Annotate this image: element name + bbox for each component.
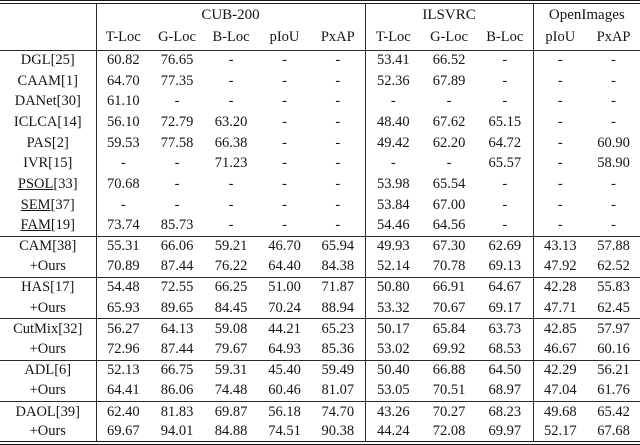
method-cell [0,153,96,174]
table-row [0,257,640,278]
method-name: +Ours [29,423,66,440]
method-cell [0,112,96,133]
value-cell: - [311,215,365,236]
value-cell: - [390,93,396,110]
method-name: PAS [26,134,52,151]
value-cell: 64.70 [106,72,140,89]
method-citation: [39] [55,403,80,420]
value-cell: - [282,72,287,89]
value-cell: - [311,50,365,71]
method-cell [0,50,96,71]
value-cell: - [282,155,287,172]
value-cell: 52.36 [376,72,410,89]
metric-header: pIoU [258,26,311,50]
value-cell: 55.31 [106,238,140,255]
value-cell: 76.65 [160,52,194,69]
method-citation: [37] [50,196,75,213]
method-name: HAS [21,279,51,296]
value-cell: 65.84 [432,320,466,337]
value-cell: 53.41 [376,52,410,69]
value-cell: 66.91 [432,279,466,296]
method-column-header-blank [0,26,96,50]
method-name: ADL [24,362,55,379]
metric-header: G-Loc [150,26,204,50]
value-cell: - [120,196,126,213]
value-cell: - [282,175,287,192]
value-cell: 77.58 [160,134,194,151]
value-cell: 64.56 [421,215,477,236]
dataset-group-row [0,2,640,26]
value-cell: 86.06 [150,381,204,402]
method-cell [0,133,96,154]
method-cell [0,236,96,257]
value-cell: 65.93 [96,298,150,319]
value-cell: 56.21 [597,362,630,379]
value-cell: 53.32 [365,298,421,319]
metric-header: T-Loc [96,26,150,50]
method-cell [0,195,96,216]
value-cell: - [228,196,234,213]
value-cell: 87.44 [150,257,204,278]
value-cell: 74.51 [268,423,301,440]
value-cell: 69.87 [214,403,248,420]
value-cell: - [557,175,563,192]
value-cell: 70.78 [421,257,477,278]
value-cell: 62.20 [432,134,466,151]
metric-header: G-Loc [421,26,477,50]
value-cell: 45.40 [268,362,301,379]
value-cell: - [557,52,563,69]
value-cell: - [611,93,616,110]
value-cell: 65.57 [477,153,533,174]
value-cell: 85.36 [311,339,365,360]
value-cell: 67.89 [432,72,466,89]
value-cell: - [311,153,365,174]
value-cell: 65.42 [597,403,630,420]
value-cell: 59.49 [311,360,365,381]
value-cell: 64.40 [258,257,311,278]
metric-header: pIoU [533,26,587,50]
method-cell [0,298,96,319]
value-cell: - [477,195,533,216]
metric-header: PxAP [311,26,365,50]
dataset-group-header: ILSVRC [365,2,533,26]
method-column-header-blank [0,2,96,26]
method-cell [0,215,96,236]
value-cell: - [611,113,616,130]
method-citation: [17] [50,279,75,296]
value-cell: - [477,91,533,112]
value-cell: 44.24 [376,423,410,440]
value-cell: 47.92 [533,257,587,278]
method-cell [0,257,96,278]
value-cell: 68.23 [477,401,533,422]
value-cell: 61.76 [587,381,640,402]
value-cell: 62.45 [587,298,640,319]
value-cell: - [557,196,563,213]
value-cell: 60.90 [597,134,630,151]
value-cell: - [258,215,311,236]
value-cell: 52.14 [365,257,421,278]
value-cell: - [533,215,587,236]
value-cell: 64.41 [96,381,150,402]
method-name: CutMix [13,320,59,337]
metric-header: T-Loc [365,26,421,50]
table-row [0,298,640,319]
value-cell: - [120,155,126,172]
value-cell: - [311,195,365,216]
value-cell: - [311,91,365,112]
value-cell: 49.68 [544,403,577,420]
value-cell: 70.27 [432,403,466,420]
method-name: DGL [20,52,51,69]
value-cell: 57.97 [597,320,630,337]
method-citation: [25] [50,52,75,69]
value-cell: - [557,93,563,110]
table-row [0,401,640,422]
value-cell: 64.50 [477,360,533,381]
method-name: CAAM [17,72,62,89]
value-cell: - [228,175,234,192]
method-citation: [38] [52,238,77,255]
value-cell: - [557,134,563,151]
value-cell: 61.10 [106,93,140,110]
value-cell: 57.88 [597,238,630,255]
value-cell: 52.17 [544,423,577,440]
method-cell [0,277,96,298]
value-cell: 59.08 [214,320,248,337]
value-cell: 54.48 [106,279,140,296]
value-cell: - [611,196,616,213]
value-cell: 51.00 [268,279,301,296]
value-cell: - [477,174,533,195]
metric-header: PxAP [587,26,640,50]
method-name: +Ours [29,340,66,357]
table-body [0,50,640,443]
table-row [0,277,640,298]
value-cell: - [390,155,396,172]
method-cell [0,381,96,402]
value-cell: 84.38 [311,257,365,278]
value-cell: 50.80 [376,279,410,296]
value-cell: 70.51 [421,381,477,402]
value-cell: 50.40 [376,362,410,379]
value-cell: 76.22 [204,257,258,278]
value-cell: 55.83 [597,279,630,296]
value-cell: - [587,215,640,236]
value-cell: - [611,175,616,192]
value-cell: - [174,93,180,110]
value-cell: - [282,93,287,110]
value-cell: - [611,72,616,89]
value-cell: 62.40 [106,403,140,420]
value-cell: 60.46 [258,381,311,402]
value-cell: - [311,112,365,133]
value-cell: 87.44 [150,339,204,360]
value-cell: - [311,174,365,195]
value-cell: 67.62 [432,113,466,130]
value-cell: 89.65 [150,298,204,319]
value-cell: - [174,155,180,172]
value-cell: 65.54 [432,175,466,192]
method-name: +Ours [29,382,66,399]
table-row [0,174,640,195]
value-cell: 47.71 [533,298,587,319]
value-cell: 68.97 [477,381,533,402]
value-cell: 46.67 [533,339,587,360]
value-cell: 58.90 [597,155,630,172]
value-cell: 43.13 [544,238,577,255]
value-cell: 53.84 [376,196,410,213]
value-cell: 68.53 [477,339,533,360]
table-row [0,422,640,443]
value-cell: 53.05 [365,381,421,402]
value-cell: - [282,196,287,213]
value-cell: 53.02 [365,339,421,360]
value-cell: 65.23 [311,319,365,340]
value-cell: 64.13 [160,320,194,337]
value-cell: 69.13 [477,257,533,278]
value-cell: 70.68 [106,175,140,192]
method-cell [0,71,96,92]
value-cell: 66.52 [432,52,466,69]
table-header [0,2,640,50]
table-row [0,91,640,112]
value-cell: 60.82 [106,52,140,69]
method-citation: [14] [57,113,82,130]
value-cell: 70.89 [96,257,150,278]
method-name: CAM [19,238,53,255]
method-name: +Ours [29,258,66,275]
value-cell: 44.21 [268,320,301,337]
value-cell: 81.83 [160,403,194,420]
value-cell: - [446,155,452,172]
method-cell [0,91,96,112]
table-row [0,195,640,216]
value-cell: - [282,52,287,69]
value-cell: 66.06 [160,238,194,255]
value-cell: - [228,72,234,89]
value-cell: 59.21 [214,238,248,255]
value-cell: 53.98 [376,175,410,192]
method-cell [0,339,96,360]
value-cell: 56.18 [268,403,301,420]
value-cell: 70.24 [258,298,311,319]
value-cell: 64.67 [477,277,533,298]
table-row [0,50,640,71]
value-cell: - [477,215,533,236]
value-cell: 60.16 [587,339,640,360]
value-cell: 69.17 [477,298,533,319]
method-citation: [15] [48,155,73,172]
value-cell: 67.68 [597,423,630,440]
value-cell: 42.85 [544,320,577,337]
value-cell: 56.10 [106,113,140,130]
value-cell: 65.94 [311,236,365,257]
value-cell: 42.28 [544,279,577,296]
value-cell: 47.04 [533,381,587,402]
value-cell: - [228,52,234,69]
metric-header: B-Loc [477,26,533,50]
method-citation: [33] [53,175,78,192]
table-row [0,319,640,340]
value-cell: 71.23 [214,155,248,172]
value-cell: - [311,71,365,92]
value-cell: 43.26 [376,403,410,420]
value-cell: 69.67 [106,423,140,440]
value-cell: 81.07 [311,381,365,402]
value-cell: 94.01 [160,423,194,440]
value-cell: 46.70 [268,238,301,255]
table-row [0,360,640,381]
value-cell: 88.94 [311,298,365,319]
value-cell: 72.08 [432,423,466,440]
value-cell: - [477,50,533,71]
method-citation: [30] [56,93,81,110]
value-cell: 59.31 [214,362,248,379]
value-cell: 52.13 [106,362,140,379]
value-cell: 66.25 [214,279,248,296]
value-cell: - [174,175,180,192]
method-name: ICLCA [13,113,58,130]
method-cell [0,319,96,340]
method-name: DANet [14,93,57,110]
table-row [0,153,640,174]
value-cell: 66.38 [214,134,248,151]
value-cell: - [557,155,563,172]
method-citation: [2] [51,134,69,151]
method-name: IVR [23,155,49,172]
value-cell: 85.73 [150,215,204,236]
value-cell: 50.17 [376,320,410,337]
value-cell: 66.75 [160,362,194,379]
metric-header-row [0,26,640,50]
value-cell: 49.42 [376,134,410,151]
value-cell: 67.00 [432,196,466,213]
value-cell: 84.45 [204,298,258,319]
value-cell: - [477,71,533,92]
value-cell: 63.20 [214,113,248,130]
method-name: DAOL [15,403,56,420]
value-cell: 49.93 [376,238,410,255]
value-cell: 73.74 [96,215,150,236]
value-cell: 56.27 [106,320,140,337]
value-cell: 64.93 [258,339,311,360]
value-cell: 72.79 [160,113,194,130]
method-name: SEM [20,196,51,213]
method-cell [0,401,96,422]
value-cell: 63.73 [477,319,533,340]
value-cell: 62.69 [477,236,533,257]
method-citation: [32] [58,320,83,337]
value-cell: - [311,133,365,154]
value-cell: - [282,113,287,130]
method-name: PSOL [17,175,54,192]
value-cell: - [557,72,563,89]
value-cell: - [204,215,258,236]
method-name: FAM [20,216,51,233]
value-cell: 59.53 [106,134,140,151]
table-row [0,339,640,360]
table-row [0,112,640,133]
metric-header: B-Loc [204,26,258,50]
dataset-group-header: CUB-200 [96,2,365,26]
value-cell: 66.88 [432,362,466,379]
dataset-group-header: OpenImages [548,6,625,23]
method-citation: [19] [50,216,76,233]
value-cell: 42.29 [544,362,577,379]
method-cell [0,422,96,443]
value-cell: 72.55 [160,279,194,296]
value-cell: 64.72 [477,133,533,154]
value-cell: 48.40 [376,113,410,130]
value-cell: 54.46 [365,215,421,236]
table-row [0,236,640,257]
method-cell [0,174,96,195]
value-cell: 84.88 [214,423,248,440]
value-cell: 70.67 [421,298,477,319]
method-cell [0,360,96,381]
value-cell: 69.92 [421,339,477,360]
value-cell: - [611,52,616,69]
value-cell: - [446,93,452,110]
value-cell: 71.87 [311,277,365,298]
value-cell: 77.35 [160,72,194,89]
value-cell: 69.97 [477,422,533,443]
value-cell: 90.38 [311,422,365,443]
value-cell: 67.30 [432,238,466,255]
method-name: +Ours [29,299,66,316]
table-row [0,71,640,92]
value-cell: 79.67 [204,339,258,360]
value-cell: 65.15 [477,112,533,133]
value-cell: 72.96 [96,339,150,360]
value-cell: - [174,196,180,213]
value-cell: - [228,93,234,110]
value-cell: 74.70 [311,401,365,422]
table-row [0,133,640,154]
method-citation: [6] [54,362,72,379]
table-row [0,215,640,236]
method-citation: [1] [61,72,78,89]
value-cell: 62.52 [587,257,640,278]
value-cell: - [557,113,563,130]
value-cell: 74.48 [204,381,258,402]
table-row [0,381,640,402]
value-cell: - [282,134,287,151]
